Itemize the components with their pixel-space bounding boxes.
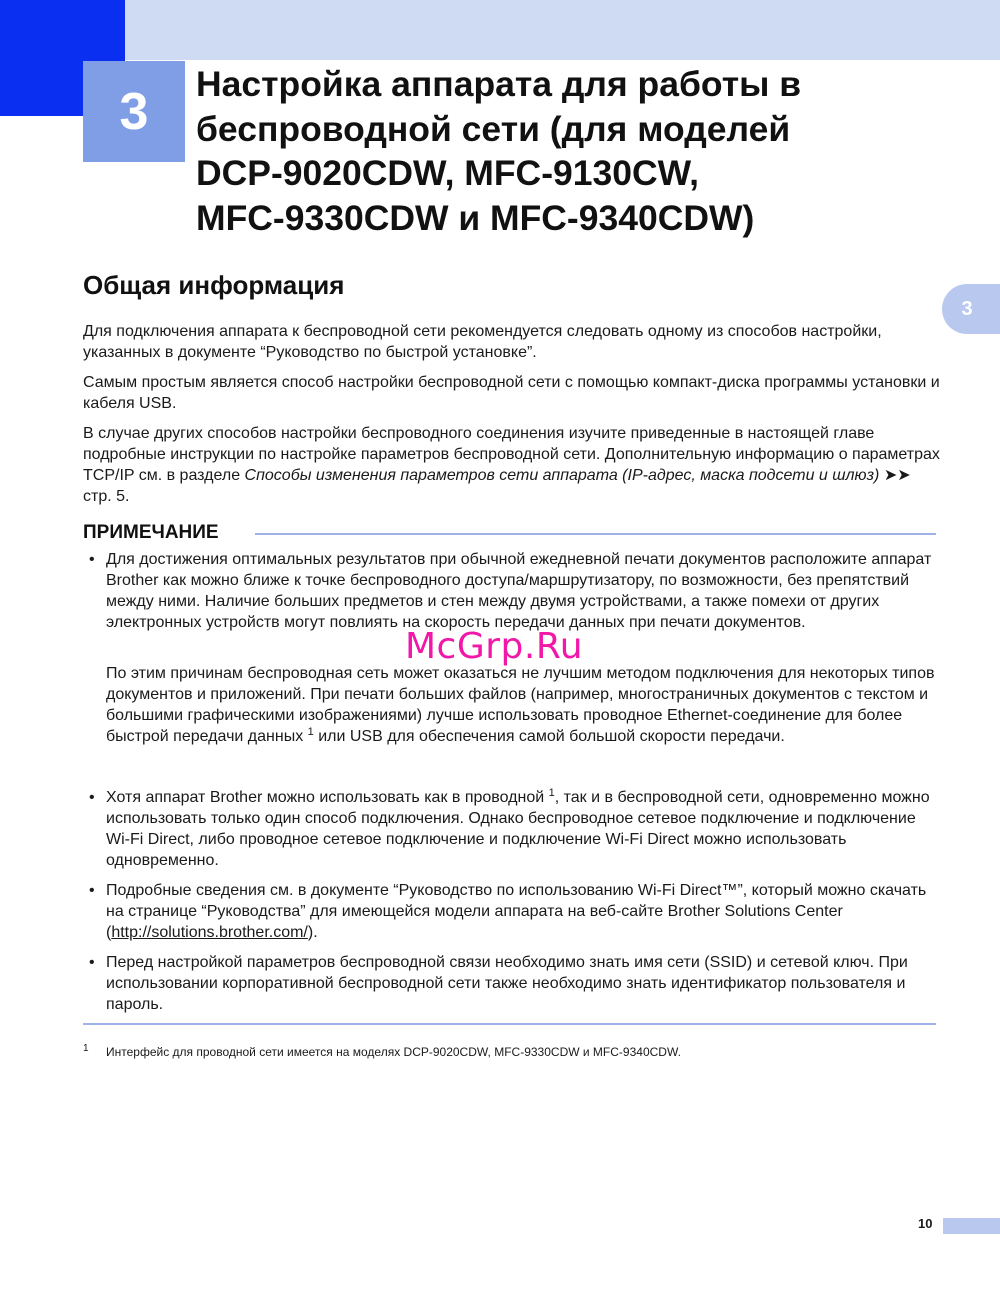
- cross-reference-link[interactable]: Способы изменения параметров сети аппарата (IP-адрес, маска подсети и шлюз): [244, 467, 880, 484]
- bullet-icon: •: [89, 882, 95, 899]
- chapter-title-line: Настройка аппарата для работы в: [196, 64, 802, 104]
- note-bullet-4: Перед настройкой параметров беспроводной связи необходимо знать имя сети (SSID) и сетевой ключ. При использовании корпоративной беспроводной сети также необходимо знать идентификатор пользователя и пароль.: [106, 954, 908, 1013]
- note-text: По этим причинам беспроводная сеть может оказаться не лучшим методом подключения для некоторых типов документов и приложений. При печати больших файлов (например, многостраничных документов с текстом и большими графическими изображениями) лучше использовать проводное Ethernet-соединение для более быстрой передачи данных: [106, 665, 935, 745]
- side-tab-label: 3: [961, 297, 973, 320]
- chapter-title-line: беспроводной сети (для моделей: [196, 108, 791, 149]
- note-divider: [255, 533, 936, 535]
- paragraph-3: [83, 423, 943, 507]
- note-label: ПРИМЕЧАНИЕ: [83, 522, 219, 543]
- note-bullet-1: Для достижения оптимальных результатов при обычной ежедневной печати документов расположите аппарат Brother как можно ближе к точке беспроводного доступа/маршрутизатору, по возможности, без препятствий между ними. Наличие больших предметов и стен между двумя устройствами, а также помехи от других электронных устройств могут повлиять на скорость передачи данных при печати документов.: [106, 551, 932, 631]
- section-heading: Общая информация: [83, 270, 345, 300]
- note-text: , так и в беспроводной сети, одновременно можно использовать только один способ подключения. Однако беспроводное сетевое подключение и подключение Wi-Fi Direct, либо проводное сетевое подключение и подключение Wi-Fi Direct можно использовать одновременно.: [106, 789, 930, 869]
- footnote-mark: 1: [83, 1043, 89, 1054]
- footnote-ref[interactable]: 1: [548, 787, 555, 799]
- footnote-ref[interactable]: 1: [307, 726, 314, 738]
- note-bullet-1-continued: [106, 663, 941, 747]
- chapter-number-box: [83, 61, 185, 162]
- solutions-center-link[interactable]: http://solutions.brother.com/: [111, 924, 308, 941]
- note-bullet-2: [106, 787, 941, 871]
- note-header: [83, 522, 936, 546]
- bullet-icon: •: [89, 954, 95, 971]
- chapter-side-tab: [942, 284, 1000, 334]
- note-text: Хотя аппарат Brother можно использовать как в проводной: [106, 789, 549, 806]
- bullet-icon: •: [89, 789, 95, 806]
- note-text: Подробные сведения см. в документе “Руководство по использованию Wi-Fi Direct™”, который можно скачать на странице “Руководства” для имеющейся модели аппарата на веб-сайте Brother Solutions Center (: [106, 882, 927, 941]
- paragraph-3-text: В случае других способов настройки беспроводного соединения изучите приведенные в настоящей главе подробные инструкции по настройке параметров беспроводной сети. Дополнительную информацию о параметрах TCP/IP см. в разделе: [83, 425, 940, 484]
- page-number: 10: [918, 1216, 933, 1231]
- note-text: ).: [307, 924, 318, 941]
- note-bottom-divider: [83, 1023, 936, 1025]
- chapter-title-line: DCP-9020CDW, MFC-9130CW,: [196, 153, 700, 193]
- note-text: или USB для обеспечения самой большой скорости передачи.: [313, 728, 785, 745]
- chapter-number: 3: [119, 82, 149, 141]
- footnote-text: Интерфейс для проводной сети имеется на моделях DCP-9020CDW, MFC-9330CDW и MFC-9340CDW.: [106, 1045, 681, 1059]
- paragraph-1: Для подключения аппарата к беспроводной сети рекомендуется следовать одному из способов настройки, указанных в документе “Руководство по быстрой установке”.: [83, 323, 882, 361]
- arrow-icon: ➤➤: [883, 467, 911, 484]
- chapter-title-line: MFC-9330CDW и MFC-9340CDW): [196, 197, 755, 238]
- bullet-icon: •: [89, 551, 95, 568]
- page-number-bar: [943, 1218, 1000, 1234]
- paragraph-2: Самым простым является способ настройки беспроводной сети с помощью компакт-диска программы установки и кабеля USB.: [83, 374, 940, 412]
- page-reference: стр. 5.: [83, 488, 130, 505]
- note-bullet-3: [106, 880, 941, 943]
- chapter-title: [196, 62, 956, 240]
- header-band: [0, 0, 1000, 60]
- watermark: McGrp.Ru: [405, 626, 584, 667]
